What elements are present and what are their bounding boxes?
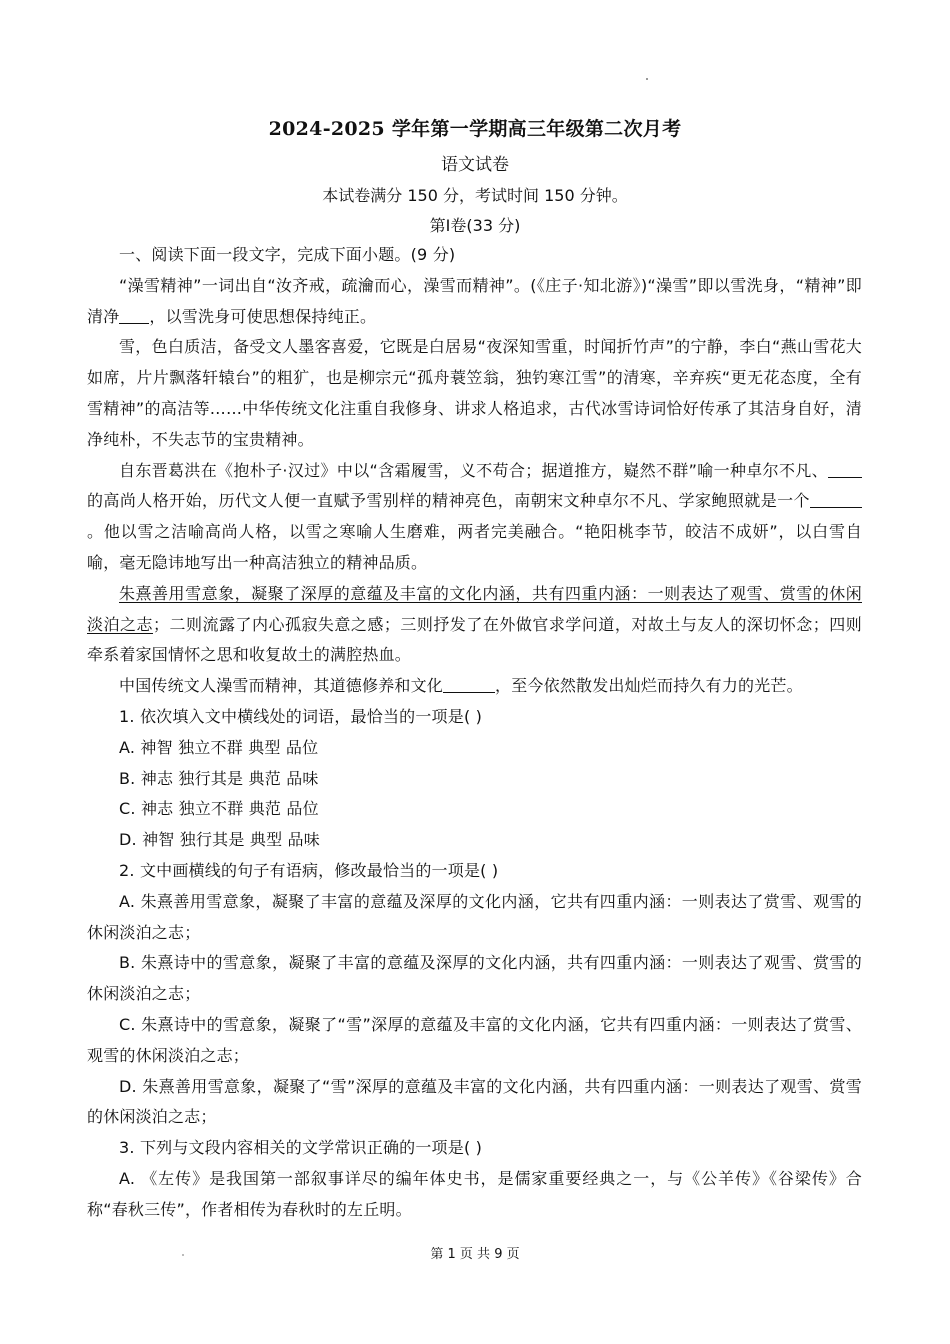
question-2-option-d: D. 朱熹善用雪意象，凝聚了“雪”深厚的意蕴及丰富的文化内涵，共有四重内涵：一则表达了观雪、赏雪的休闲淡泊之志； [87,1076,862,1127]
passage-paragraph-5 [87,671,862,702]
question-1-stem: 1. 依次填入文中横线处的词语，最恰当的一项是( ) [119,706,483,726]
fill-blank-1 [119,307,149,324]
passage-text: 自东晋葛洪在《抱朴子·汉过》中以“含霜履雪，义不苟合；据道推方，嶷然不群”喻一种卓尔不凡、 [119,460,828,480]
passage-text: 。他以雪之洁喻高尚人格，以雪之寒喻人生磨难，两者完美融合。“艳阳桃李节，皎洁不成妍”，以白雪自喻，毫无隐讳地写出一种高洁独立的精神品质。 [87,522,862,572]
question-3-option-a: A. 《左传》是我国第一部叙事详尽的编年体史书，是儒家重要经典之一，与《公羊传》《谷梁传》合称“春秋三传”，作者相传为春秋时的左丘明。 [87,1168,862,1219]
passage-text: 中国传统文人澡雪而精神，其道德修养和文化 [119,676,444,696]
question-1-option-a: A. 神智 独立不群 典型 品位 [119,737,319,757]
question-2-option-b: B. 朱熹诗中的雪意象，凝聚了丰富的意蕴及深厚的文化内涵，共有四重内涵：一则表达了观雪、赏雪的休闲淡泊之志； [87,953,862,1004]
passage-text: 的高尚人格开始，历代文人便一直赋予雪别样的精神亮色，南朝宋文种卓尔不凡、学家鲍照就是一个 [87,491,810,511]
question-2-stem: 2. 文中画横线的句子有语病，修改最恰当的一项是( ) [119,860,499,880]
passage-text: ，以雪洗身可使思想保持纯正。 [149,306,377,326]
exam-subject: 语文试卷 [441,155,509,175]
passage-paragraph-2: 雪，色白质洁，备受文人墨客喜爱，它既是白居易“夜深知雪重，时闻折竹声”的宁静，李白“燕山雪花大如席，片片飘落轩辕台”的粗犷，也是柳宗元“孤舟蓑笠翁，独钓寒江雪”的清寒，辛弃疾“更无花态度，全有雪精神”的高洁等……中华传统文化注重自我修身、讲求人格追求，古代冰雪诗词恰好传承了其洁身自好，清净纯朴，不失志节的宝贵精神。 [87,337,862,449]
question-1-option-b: B. 神志 独行其是 典范 品味 [119,768,319,788]
fill-blank-3 [810,491,862,508]
page-number: 第 1 页 共 9 页 [430,1247,520,1262]
passage-text: “澡雪精神”一词出自“汝齐戒，疏瀹而心，澡雪而精神”。(《庄子·知北游》)“澡雪”即以雪洗身，“精神”即清净 [87,275,862,326]
exam-info: 本试卷满分 150 分，考试时间 150 分钟。 [322,186,628,205]
question-2-option-c: C. 朱熹诗中的雪意象，凝聚了“雪”深厚的意蕴及丰富的文化内涵，它共有四重内涵：一则表达了赏雪、观雪的休闲淡泊之志； [87,1014,862,1065]
exam-body [87,240,862,1226]
question-1-option-d: D. 神智 独行其是 典型 品味 [119,830,320,850]
question-2-option-a: A. 朱熹善用雪意象，凝聚了丰富的意蕴及深厚的文化内涵，它共有四重内涵：一则表达了赏雪、观雪的休闲淡泊之志； [87,891,862,942]
passage-paragraph-3 [87,456,862,579]
scan-dot [646,78,648,80]
passage-text: ，至今依然散发出灿烂而持久有力的光芒。 [495,676,803,696]
fill-blank-2 [828,461,862,478]
underlined-sentence: 朱熹善用雪意象，凝聚了深厚的意蕴及丰富的文化内涵，共有四重内涵：一则表达了观雪、赏雪的休闲淡泊之志 [87,583,862,634]
section-heading: 一、阅读下面一段文字，完成下面小题。(9 分) [119,245,456,264]
question-3-stem: 3. 下列与文段内容相关的文学常识正确的一项是( ) [119,1138,483,1158]
question-1-option-c: C. 神志 独立不群 典范 品位 [119,799,319,819]
exam-title: 2024-2025 学年第一学期高三年级第二次月考 [268,118,682,140]
passage-text: ；二则流露了内心孤寂失意之感；三则抒发了在外做官求学问道，对故土与友人的深切怀念；四则牵系着家国情怀之思和收复故土的满腔热血。 [87,614,862,665]
fill-blank-4 [443,676,495,693]
passage-paragraph-1 [87,271,862,333]
passage-paragraph-4 [87,579,862,671]
volume-heading: 第Ⅰ卷(33 分) [429,216,521,235]
